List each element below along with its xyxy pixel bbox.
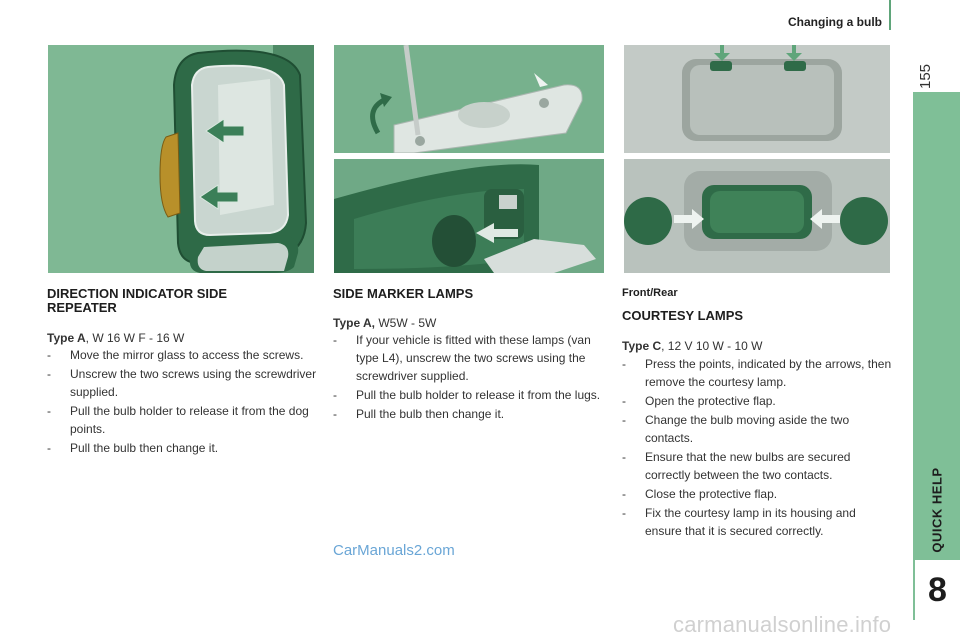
courtesy-type-rest: , 12 V 10 W - 10 W bbox=[661, 339, 763, 353]
direction-step: - Move the mirror glass to access the screws. bbox=[47, 346, 319, 364]
marker-type-rest: W5W - 5W bbox=[375, 316, 437, 330]
marker-section-title: SIDE MARKER LAMPS bbox=[333, 286, 474, 301]
courtesy-step: - Ensure that the new bulbs are secured correctly between the two contacts. bbox=[622, 448, 894, 484]
courtesy-top-figure bbox=[624, 45, 890, 153]
marker-step: - Pull the bulb then change it. bbox=[333, 405, 608, 423]
direction-section-title: DIRECTION INDICATOR SIDE REPEATER bbox=[47, 286, 228, 315]
marker-type-line bbox=[333, 316, 436, 330]
direction-type-line bbox=[47, 331, 184, 345]
header-divider bbox=[889, 0, 891, 30]
courtesy-type-prefix: Type C bbox=[622, 339, 662, 353]
courtesy-step: - Close the protective flap. bbox=[622, 485, 894, 503]
mirror-illustration bbox=[48, 45, 314, 273]
direction-step: - Pull the bulb holder to release it from the dog points. bbox=[47, 402, 319, 438]
courtesy-step: - Press the points, indicated by the arrows, then remove the courtesy lamp. bbox=[622, 355, 894, 391]
marker-step: - If your vehicle is fitted with these lamps (van type L4), unscrew the two screws using the screwdriver supplied. bbox=[333, 331, 608, 385]
direction-step: - Unscrew the two screws using the screwdriver supplied. bbox=[47, 365, 319, 401]
courtesy-top-illustration bbox=[624, 45, 890, 153]
side-tab-label-text: QUICK HELP bbox=[929, 467, 944, 553]
courtesy-step: - Change the bulb moving aside the two contacts. bbox=[622, 411, 894, 447]
marker-step: - Pull the bulb holder to release it from the lugs. bbox=[333, 386, 608, 404]
chapter-side-tab bbox=[913, 92, 960, 560]
direction-type-prefix: Type A bbox=[47, 331, 86, 345]
page-number bbox=[911, 56, 941, 96]
courtesy-section-title: COURTESY LAMPS bbox=[622, 308, 744, 323]
mirror-figure bbox=[48, 45, 314, 273]
watermark-carmanuals2: CarManuals2.com bbox=[333, 542, 455, 559]
side-tab-label bbox=[913, 92, 960, 560]
courtesy-subheading: Front/Rear bbox=[622, 287, 678, 299]
courtesy-step: - Open the protective flap. bbox=[622, 392, 894, 410]
courtesy-type-line bbox=[622, 339, 763, 353]
courtesy-bottom-illustration bbox=[624, 159, 890, 273]
marker-bottom-illustration bbox=[334, 159, 604, 273]
courtesy-bottom-figure bbox=[624, 159, 890, 273]
direction-steps bbox=[47, 346, 319, 458]
marker-steps bbox=[333, 331, 608, 424]
marker-top-illustration bbox=[334, 45, 604, 153]
direction-type-rest: , W 16 W F - 16 W bbox=[85, 331, 185, 345]
chapter-number: 8 bbox=[913, 560, 960, 620]
courtesy-steps bbox=[622, 355, 894, 541]
page-header-title: Changing a bulb bbox=[788, 15, 882, 29]
marker-type-prefix: Type A, bbox=[333, 316, 376, 330]
watermark-carmanualsonline: carmanualsonline.info bbox=[673, 612, 892, 637]
courtesy-step: - Fix the courtesy lamp in its housing and ensure that it is secured correctly. bbox=[622, 504, 894, 540]
marker-top-figure bbox=[334, 45, 604, 153]
direction-step: - Pull the bulb then change it. bbox=[47, 439, 319, 457]
page-number-text: 155 bbox=[917, 63, 935, 89]
marker-bottom-figure bbox=[334, 159, 604, 273]
